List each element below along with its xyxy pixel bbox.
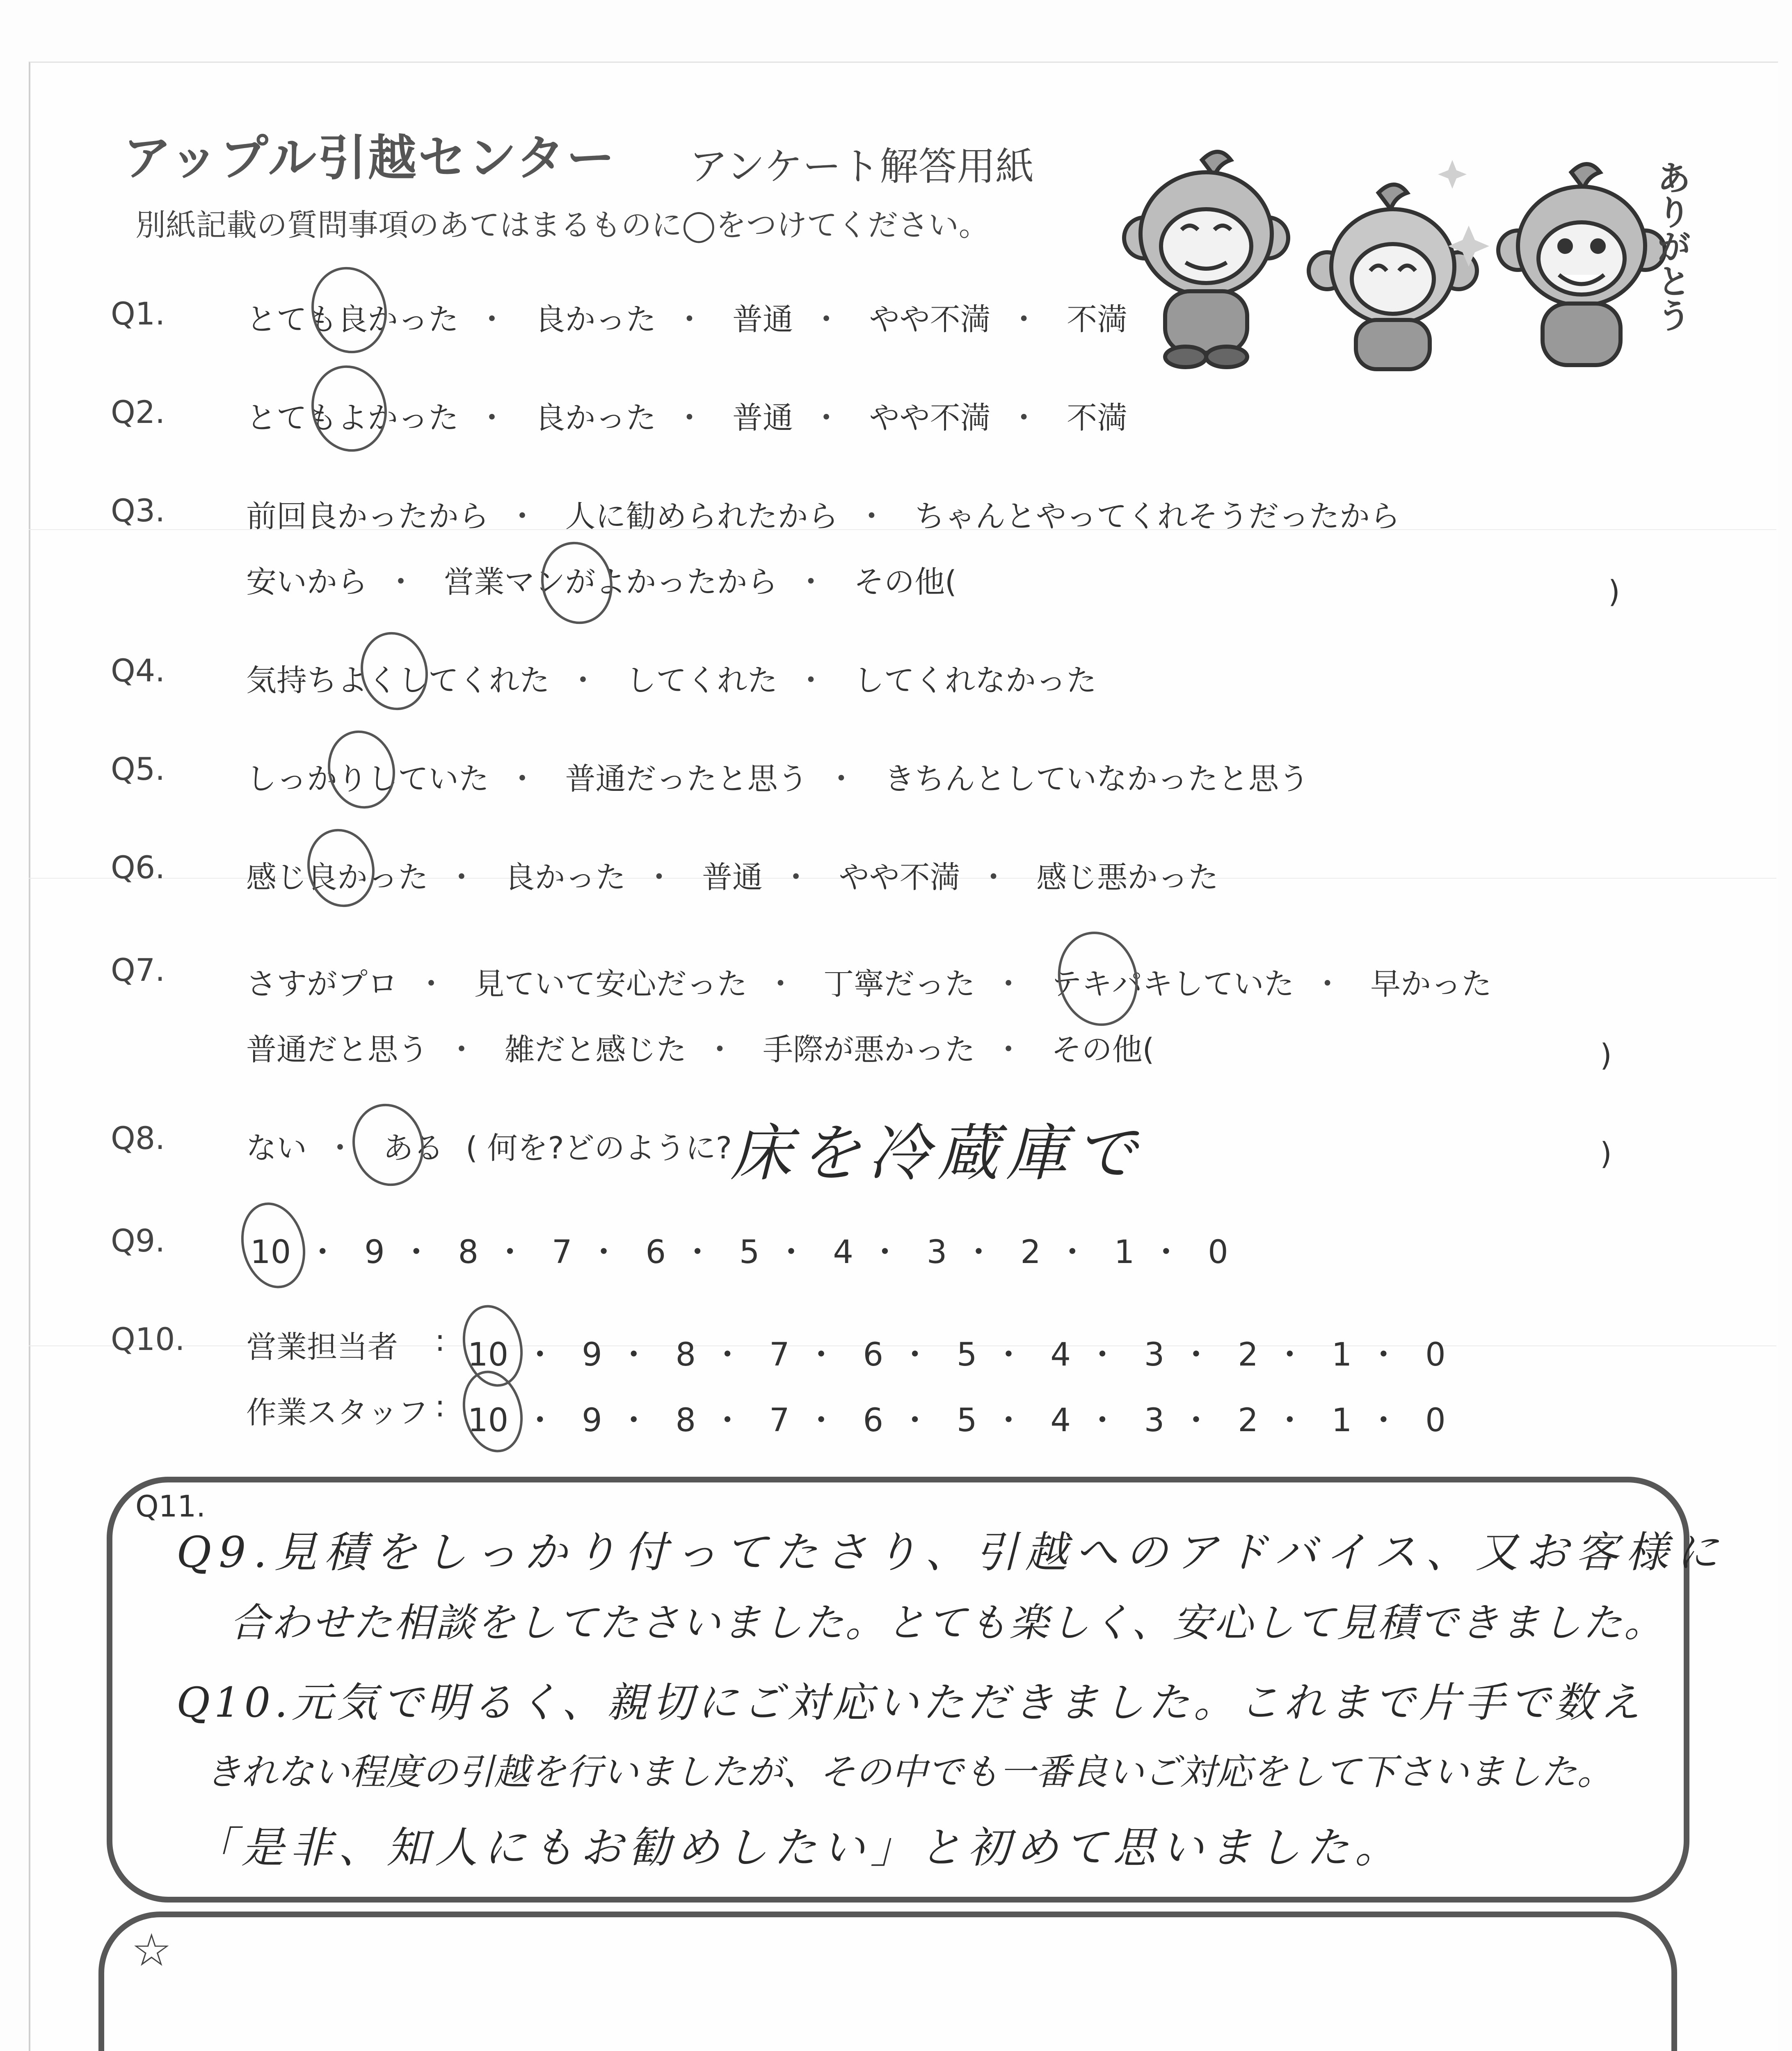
q8-option[interactable]: ある bbox=[383, 1131, 444, 1166]
q6-label: Q6. bbox=[111, 849, 165, 886]
q1-option[interactable]: やや不満 bbox=[869, 302, 991, 337]
q5-option[interactable]: 普通だったと思う bbox=[565, 761, 808, 797]
q9-scale: 10 ・ 9 ・ 8 ・ 7 ・ 6 ・ 5 ・ 4 ・ 3 ・ 2 ・ 1 ・ 0 bbox=[250, 1234, 1228, 1271]
monkey-mascots-illustration bbox=[1116, 148, 1715, 377]
q6-options: 感じ良かった ・ 良かった ・ 普通 ・ やや不満 ・ 感じ悪かった bbox=[246, 853, 1218, 897]
notes-box[interactable] bbox=[98, 1912, 1677, 2051]
star-icon: ☆ bbox=[131, 1924, 172, 1976]
instruction-text: 別紙記載の質問事項のあてはまるものに◯をつけてください。 bbox=[135, 208, 989, 243]
q7-option[interactable]: 普通だと思う bbox=[246, 1032, 428, 1067]
monkey-mascot-left bbox=[1124, 152, 1288, 367]
q3-option[interactable]: 営業マンがよかったから bbox=[443, 564, 778, 600]
q7-option[interactable]: 雑だと感じた bbox=[504, 1032, 687, 1067]
q11-handwritten-line: 「是非、知人にもお勧めしたい」と初めて思いました。 bbox=[193, 1823, 1403, 1873]
q1-options: とても良かった ・ 良かった ・ 普通 ・ やや不満 ・ 不満 bbox=[246, 295, 1127, 339]
q10-sales-score[interactable]: 6 bbox=[863, 1336, 884, 1373]
q3-option[interactable]: ちゃんとやってくれそうだったから bbox=[914, 499, 1401, 534]
q8-handwritten-answer[interactable]: 床を冷蔵庫で bbox=[730, 1118, 1144, 1189]
q7-option[interactable]: 早かった bbox=[1370, 966, 1492, 1002]
q4-options: 気持ちよくしてくれた ・ してくれた ・ してくれなかった bbox=[246, 656, 1097, 700]
q11-label: Q11. bbox=[135, 1489, 206, 1523]
q4-option[interactable]: 気持ちよくしてくれた bbox=[246, 663, 550, 698]
monkey-mascot-right bbox=[1498, 164, 1665, 365]
q9-score[interactable]: 2 bbox=[1020, 1234, 1041, 1271]
q4-label: Q4. bbox=[111, 652, 165, 689]
q4-option[interactable]: してくれた bbox=[626, 663, 778, 698]
q3-option[interactable]: 前回良かったから bbox=[246, 499, 489, 534]
q7-option[interactable]: テキパキしていた bbox=[1051, 966, 1294, 1002]
q3-label: Q3. bbox=[111, 492, 165, 529]
q1-option[interactable]: 普通 bbox=[732, 302, 793, 337]
q7-option[interactable]: 手際が悪かった bbox=[763, 1032, 976, 1067]
q3-option[interactable]: 人に勧められたから bbox=[565, 499, 839, 534]
q11-handwritten-line: きれない程度の引越を行いましたが、その中でも一番良いご対応をして下さいました。 bbox=[205, 1751, 1614, 1793]
q11-handwritten-line: Q9.見積をしっかり付ってたさり、引越へのアドバイス、又お客様に bbox=[176, 1527, 1726, 1577]
q8-options: ない ・ ある ( 何を?どのように? bbox=[246, 1124, 732, 1167]
q10-staff-score[interactable]: 8 bbox=[675, 1402, 696, 1439]
q10-staff-score[interactable]: 10 bbox=[468, 1402, 509, 1439]
q1-label: Q1. bbox=[111, 295, 165, 332]
q10-sales-score[interactable]: 1 bbox=[1331, 1336, 1352, 1373]
q10-sales-score[interactable]: 8 bbox=[675, 1336, 696, 1373]
q9-score[interactable]: 6 bbox=[645, 1234, 666, 1271]
q9-score[interactable]: 3 bbox=[926, 1234, 947, 1271]
q10-staff-score[interactable]: 3 bbox=[1144, 1402, 1165, 1439]
q10-staff-label: 作業スタッフ bbox=[246, 1395, 428, 1430]
q8-prompt: ( 何を?どのように? bbox=[466, 1131, 732, 1166]
q11-handwritten-line: Q10.元気で明るく、親切にご対応いただきました。これまで片手で数え bbox=[176, 1679, 1645, 1727]
q6-option[interactable]: やや不満 bbox=[839, 860, 960, 895]
q3-options: 前回良かったから ・ 人に勧められたから ・ ちゃんとやってくれそうだったから bbox=[246, 492, 1400, 536]
q2-option[interactable]: 不満 bbox=[1067, 400, 1128, 436]
q2-option[interactable]: 普通 bbox=[732, 400, 793, 436]
q2-options: とてもよかった ・ 良かった ・ 普通 ・ やや不満 ・ 不満 bbox=[246, 394, 1127, 437]
q10-staff-score[interactable]: 9 bbox=[582, 1402, 602, 1439]
q9-score[interactable]: 5 bbox=[739, 1234, 760, 1271]
q3-options-row2: 安いから ・ 営業マンがよかったから ・ その他( bbox=[246, 558, 957, 601]
monkey-mascot-middle bbox=[1309, 185, 1477, 369]
q9-score[interactable]: 4 bbox=[833, 1234, 853, 1271]
q6-option[interactable]: 良かった bbox=[504, 860, 626, 895]
q10-sales-score[interactable]: 9 bbox=[582, 1336, 602, 1373]
q5-label: Q5. bbox=[111, 751, 165, 787]
q3-option[interactable]: 安いから bbox=[246, 564, 368, 600]
q4-option[interactable]: してくれなかった bbox=[854, 663, 1097, 698]
q10-sales-score[interactable]: 10 bbox=[468, 1336, 509, 1373]
form-name: アンケート解答用紙 bbox=[689, 144, 1034, 189]
q7-option[interactable]: 見ていて安心だった bbox=[474, 966, 747, 1002]
q10-staff-score[interactable]: 6 bbox=[863, 1402, 884, 1439]
q10-colon: : bbox=[435, 1323, 445, 1358]
q9-label: Q9. bbox=[111, 1222, 165, 1259]
q2-option[interactable]: やや不満 bbox=[869, 400, 991, 436]
q10-staff-score[interactable]: 2 bbox=[1238, 1402, 1258, 1439]
q7-close-paren: ) bbox=[1600, 1038, 1612, 1073]
q8-label: Q8. bbox=[111, 1120, 165, 1156]
q6-option[interactable]: 感じ悪かった bbox=[1036, 860, 1219, 895]
q2-label: Q2. bbox=[111, 394, 165, 430]
q7-option-other[interactable]: その他( bbox=[1051, 1032, 1154, 1067]
q10-staff-score[interactable]: 5 bbox=[956, 1402, 977, 1439]
company-title: アップル引越センター bbox=[123, 130, 617, 186]
q10-staff-score[interactable]: 7 bbox=[769, 1402, 790, 1439]
q1-option[interactable]: 不満 bbox=[1067, 302, 1128, 337]
q9-score[interactable]: 10 bbox=[250, 1234, 291, 1271]
q3-option-other[interactable]: その他( bbox=[854, 564, 957, 600]
q7-option[interactable]: 丁寧だった bbox=[823, 966, 976, 1002]
q10-sales-label: 営業担当者 bbox=[246, 1329, 398, 1365]
thanks-text: ありがとう bbox=[1651, 160, 1691, 332]
q9-score[interactable]: 0 bbox=[1208, 1234, 1228, 1271]
q10-label: Q10. bbox=[111, 1321, 185, 1357]
q2-option[interactable]: 良かった bbox=[535, 400, 656, 436]
q10-sales-score[interactable]: 2 bbox=[1238, 1336, 1258, 1373]
q5-option[interactable]: きちんとしていなかったと思う bbox=[884, 761, 1310, 797]
q10-sales-score[interactable]: 4 bbox=[1050, 1336, 1071, 1373]
q10-sales-score[interactable]: 0 bbox=[1425, 1336, 1446, 1373]
q8-option[interactable]: ない bbox=[246, 1131, 307, 1166]
q5-options: しっかりしていた ・ 普通だったと思う ・ きちんとしていなかったと思う bbox=[246, 755, 1309, 798]
q10-sales-scale: 10 ・ 9 ・ 8 ・ 7 ・ 6 ・ 5 ・ 4 ・ 3 ・ 2 ・ 1 ・ 0 bbox=[468, 1336, 1446, 1373]
q9-score[interactable]: 7 bbox=[551, 1234, 572, 1271]
q10-staff-score[interactable]: 0 bbox=[1425, 1402, 1446, 1439]
q10-colon: : bbox=[435, 1389, 445, 1424]
q10-staff-score[interactable]: 1 bbox=[1331, 1402, 1352, 1439]
q9-score[interactable]: 1 bbox=[1114, 1234, 1135, 1271]
q6-option[interactable]: 感じ良かった bbox=[246, 860, 428, 895]
q9-score[interactable]: 9 bbox=[364, 1234, 385, 1271]
q7-label: Q7. bbox=[111, 952, 165, 988]
q6-option[interactable]: 普通 bbox=[702, 860, 763, 895]
q9-score[interactable]: 8 bbox=[458, 1234, 479, 1271]
q3-close-paren: ) bbox=[1608, 574, 1620, 610]
q1-option[interactable]: 良かった bbox=[535, 302, 656, 337]
q10-sales-score[interactable]: 3 bbox=[1144, 1336, 1165, 1373]
q8-close-paren: ) bbox=[1600, 1136, 1612, 1172]
q2-option[interactable]: とてもよかった bbox=[246, 400, 459, 436]
q10-staff-scale: 10 ・ 9 ・ 8 ・ 7 ・ 6 ・ 5 ・ 4 ・ 3 ・ 2 ・ 1 ・ 0 bbox=[468, 1402, 1446, 1439]
q10-staff-score[interactable]: 4 bbox=[1050, 1402, 1071, 1439]
q1-option[interactable]: とても良かった bbox=[246, 302, 459, 337]
q7-options-row2: 普通だと思う ・ 雑だと感じた ・ 手際が悪かった ・ その他( bbox=[246, 1026, 1154, 1069]
q10-sales-score[interactable]: 7 bbox=[769, 1336, 790, 1373]
q7-option[interactable]: さすがプロ bbox=[246, 966, 398, 1002]
q11-handwritten-line: 合わせた相談をしてたさいました。とても楽しく、安心して見積できました。 bbox=[230, 1600, 1665, 1646]
q5-option[interactable]: しっかりしていた bbox=[246, 761, 489, 797]
q7-options: さすがプロ ・ 見ていて安心だった ・ 丁寧だった ・ テキパキしていた ・ 早かった bbox=[246, 960, 1492, 1003]
q10-sales-score[interactable]: 5 bbox=[956, 1336, 977, 1373]
